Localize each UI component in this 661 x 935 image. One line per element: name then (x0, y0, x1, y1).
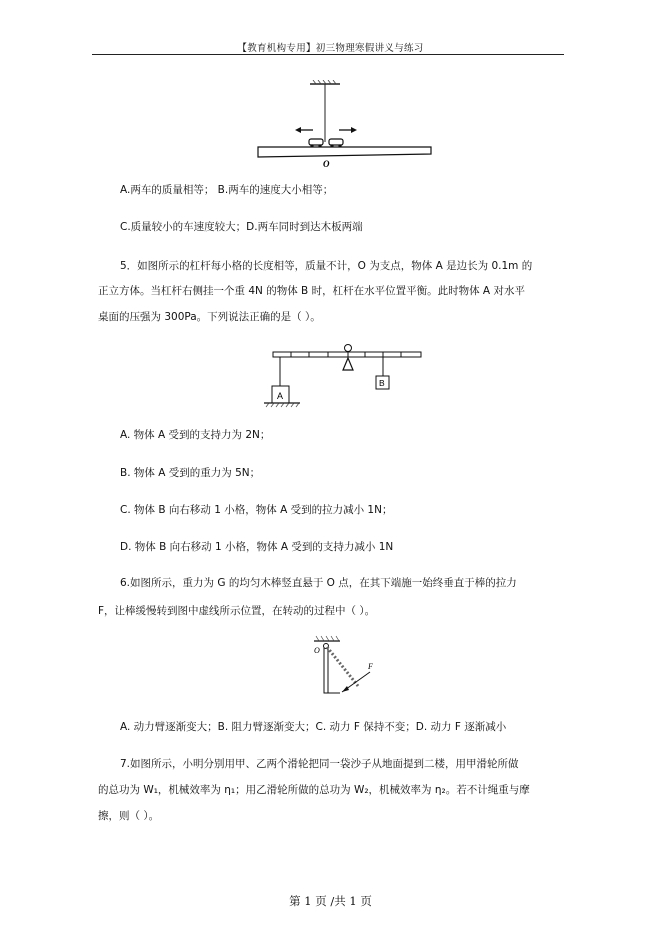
q6-stem-line-2: F，让棒缓慢转到图中虚线所示位置，在转动的过程中（ ）。 (98, 605, 376, 617)
q5-option-c: C. 物体 B 向右移动 1 小格，物体 A 受到的拉力减小 1N； (120, 504, 393, 516)
q4-option-cd: C.质量较小的车速度较大；D.两车同时到达木板两端 (120, 221, 363, 233)
header-rule (92, 54, 564, 55)
q6-options: A. 动力臂逐渐变大；B. 阻力臂逐渐变大；C. 动力 F 保持不变；D. 动力 F 逐渐减小 (120, 721, 507, 733)
pivot-label-o: O (314, 646, 320, 655)
figure-plank-cars (255, 80, 435, 170)
figure-rod-rotation (310, 632, 390, 702)
q6-stem-line-1: 6.如图所示，重力为 G 的均匀木棒竖直悬于 O 点，在其下端施一始终垂直于棒的拉力 (120, 577, 517, 589)
pivot-label-o: O (323, 159, 330, 169)
q7-stem-line-3: 擦，则（ ）。 (98, 810, 160, 822)
q5-stem-line-3: 桌面的压强为 300Pa。下列说法正确的是（ ）。 (98, 311, 321, 323)
weight-b-label: B (379, 378, 385, 388)
q4-option-ab: A.两车的质量相等； B.两车的速度大小相等； (120, 184, 334, 196)
force-label-f: F (368, 662, 373, 671)
page-footer: 第 1 页 /共 1 页 (289, 894, 372, 908)
q5-option-a: A. 物体 A 受到的支持力为 2N； (120, 429, 271, 441)
q7-stem-line-2: 的总功为 W₁，机械效率为 η₁；用乙滑轮所做的总功为 W₂，机械效率为 η₂。若不计绳重与摩 (98, 784, 530, 796)
q7-stem-line-1: 7.如图所示，小明分别用甲、乙两个滑轮把同一袋沙子从地面提到二楼，用甲滑轮所做 (120, 758, 519, 770)
figure-lever-ab (264, 342, 424, 410)
page-header: 【教育机构专用】初三物理寒假讲义与练习 (237, 43, 424, 54)
q5-option-b: B. 物体 A 受到的重力为 5N； (120, 467, 261, 479)
weight-a-label: A (277, 391, 284, 401)
q5-option-d: D. 物体 B 向右移动 1 小格，物体 A 受到的支持力减小 1N (120, 541, 394, 553)
q5-stem-line-1: 5．如图所示的杠杆每小格的长度相等，质量不计，O 为支点，物体 A 是边长为 0.1m 的 (120, 260, 533, 272)
q5-stem-line-2: 正立方体。当杠杆右侧挂一个重 4N 的物体 B 时，杠杆在水平位置平衡。此时物体 A 对水平 (98, 285, 525, 297)
